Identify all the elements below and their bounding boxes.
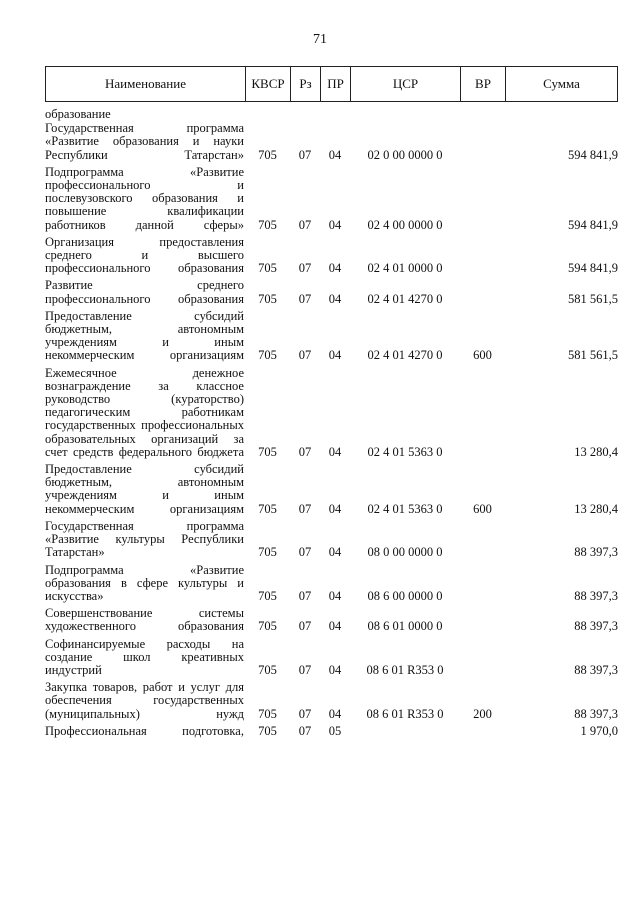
row-rz: 07: [298, 261, 312, 276]
table-row: [45, 367, 618, 459]
row-pr: 04: [328, 147, 342, 162]
row-csr: 08 0 00 0000 0: [367, 545, 443, 560]
row-csr: 02 4 01 0000 0: [367, 261, 443, 276]
row-rz: 07: [298, 545, 312, 560]
row-name: Подпрограмма «Развитие образования в сфере культуры и искусства»: [45, 562, 244, 603]
row-sum: 88 397,3: [574, 545, 618, 560]
row-csr: 02 4 01 5363 0: [367, 444, 443, 459]
header-sum: Сумма: [543, 76, 580, 91]
row-kvsr: 705: [258, 501, 277, 516]
table-row: [45, 725, 618, 738]
row-kvsr: 705: [258, 545, 277, 560]
row-kvsr: 705: [258, 619, 277, 634]
row-csr: 02 4 01 5363 0: [367, 501, 443, 516]
row-pr: 04: [328, 619, 342, 634]
row-kvsr: 705: [258, 291, 277, 306]
row-rz: 07: [298, 291, 312, 306]
row-pr: 04: [328, 706, 342, 721]
row-sum: 1 970,0: [580, 723, 618, 738]
row-name: Предоставление субсидий бюджетным, автономным учреждениям и иным некоммерческим организациям: [45, 462, 244, 516]
row-csr: 08 6 00 0000 0: [367, 588, 443, 603]
table-row: [45, 564, 618, 604]
row-pr: 04: [328, 348, 342, 363]
row-name: Государственная программа «Развитие образования и науки Республики Татарстан»: [45, 121, 244, 162]
row-sum: 594 841,9: [568, 261, 618, 276]
row-rz: 07: [298, 147, 312, 162]
row-kvsr: 705: [258, 261, 277, 276]
row-pr: 04: [328, 261, 342, 276]
row-name: Совершенствование системы художественного образования: [45, 606, 244, 634]
row-csr: 08 6 01 0000 0: [367, 619, 443, 634]
row-name: образование: [45, 107, 111, 121]
table-row: [45, 607, 618, 633]
row-name: Предоставление субсидий бюджетным, автономным учреждениям и иным некоммерческим организациям: [45, 308, 244, 363]
header-rz: Рз: [291, 67, 321, 101]
table-row: [45, 681, 618, 721]
row-rz: 07: [298, 444, 312, 459]
row-name: Развитие среднего профессионального образования: [45, 278, 244, 306]
table-header: [45, 66, 618, 102]
row-rz: 07: [298, 501, 312, 516]
row-pr: 04: [328, 291, 342, 306]
table-row: [45, 108, 618, 121]
row-kvsr: 705: [258, 723, 277, 738]
row-sum: 88 397,3: [574, 662, 618, 677]
header-csr: ЦСР: [351, 67, 461, 101]
row-name: Организация предоставления среднего и высшего профессионального образования: [45, 234, 244, 276]
header-name: Наименование: [46, 67, 246, 101]
row-kvsr: 705: [258, 217, 277, 232]
row-csr: 02 4 01 4270 0: [367, 348, 443, 363]
row-kvsr: 705: [258, 662, 277, 677]
row-kvsr: 705: [258, 147, 277, 162]
table-row: [45, 236, 618, 276]
row-vr: 600: [473, 501, 492, 516]
row-csr: 02 0 00 0000 0: [367, 147, 443, 162]
table-row: [45, 122, 618, 162]
row-sum: 88 397,3: [574, 706, 618, 721]
row-sum: 581 561,5: [568, 348, 618, 363]
row-rz: 07: [298, 588, 312, 603]
row-csr: 08 6 01 R353 0: [366, 662, 444, 677]
row-csr: 02 4 01 4270 0: [367, 291, 443, 306]
row-csr: 02 4 00 0000 0: [367, 217, 443, 232]
row-sum: 88 397,3: [574, 619, 618, 634]
row-vr: 600: [473, 348, 492, 363]
table-row: [45, 463, 618, 516]
row-sum: 594 841,9: [568, 147, 618, 162]
row-sum: 594 841,9: [568, 217, 618, 232]
row-rz: 07: [298, 348, 312, 363]
table-row: [45, 310, 618, 363]
table-body: [45, 108, 618, 742]
row-rz: 07: [298, 217, 312, 232]
table-row: [45, 638, 618, 678]
row-kvsr: 705: [258, 588, 277, 603]
row-pr: 04: [328, 444, 342, 459]
row-csr: 08 6 01 R353 0: [366, 706, 444, 721]
row-pr: 04: [328, 217, 342, 232]
row-pr: 04: [328, 588, 342, 603]
row-pr: 04: [328, 662, 342, 677]
row-sum: 581 561,5: [568, 291, 618, 306]
table-row: [45, 166, 618, 232]
row-pr: 04: [328, 501, 342, 516]
row-pr: 05: [328, 723, 342, 738]
row-sum: 13 280,4: [574, 444, 618, 459]
row-name: Софинансируемые расходы на создание школ креативных индустрий: [45, 636, 244, 677]
row-rz: 07: [298, 723, 312, 738]
header-kvsr: КВСР: [246, 67, 291, 101]
table-row: [45, 279, 618, 305]
page-number: 71: [313, 32, 327, 47]
header-vr: ВР: [461, 67, 506, 101]
table-row: [45, 520, 618, 560]
header-pr: ПР: [321, 67, 351, 101]
row-name: Закупка товаров, работ и услуг для обеспечения государственных (муниципальных) нужд: [45, 680, 244, 721]
row-rz: 07: [298, 619, 312, 634]
row-sum: 88 397,3: [574, 588, 618, 603]
row-rz: 07: [298, 662, 312, 677]
row-vr: 200: [473, 706, 492, 721]
row-sum: 13 280,4: [574, 501, 618, 516]
row-rz: 07: [298, 706, 312, 721]
row-name: Подпрограмма «Развитие профессионального и послевузовского образования и повышение квалификации работников данной сферы»: [45, 164, 244, 232]
row-kvsr: 705: [258, 348, 277, 363]
row-name: Профессиональная подготовка,: [45, 723, 244, 738]
row-kvsr: 705: [258, 706, 277, 721]
row-name: Государственная программа «Развитие культуры Республики Татарстан»: [45, 518, 244, 560]
row-kvsr: 705: [258, 444, 277, 459]
row-pr: 04: [328, 545, 342, 560]
row-name: Ежемесячное денежное вознаграждение за классное руководство (кураторство) педагогическим работникам государственных профессиональных образовательных организаций за счет средств федерального бюджета: [45, 365, 244, 459]
